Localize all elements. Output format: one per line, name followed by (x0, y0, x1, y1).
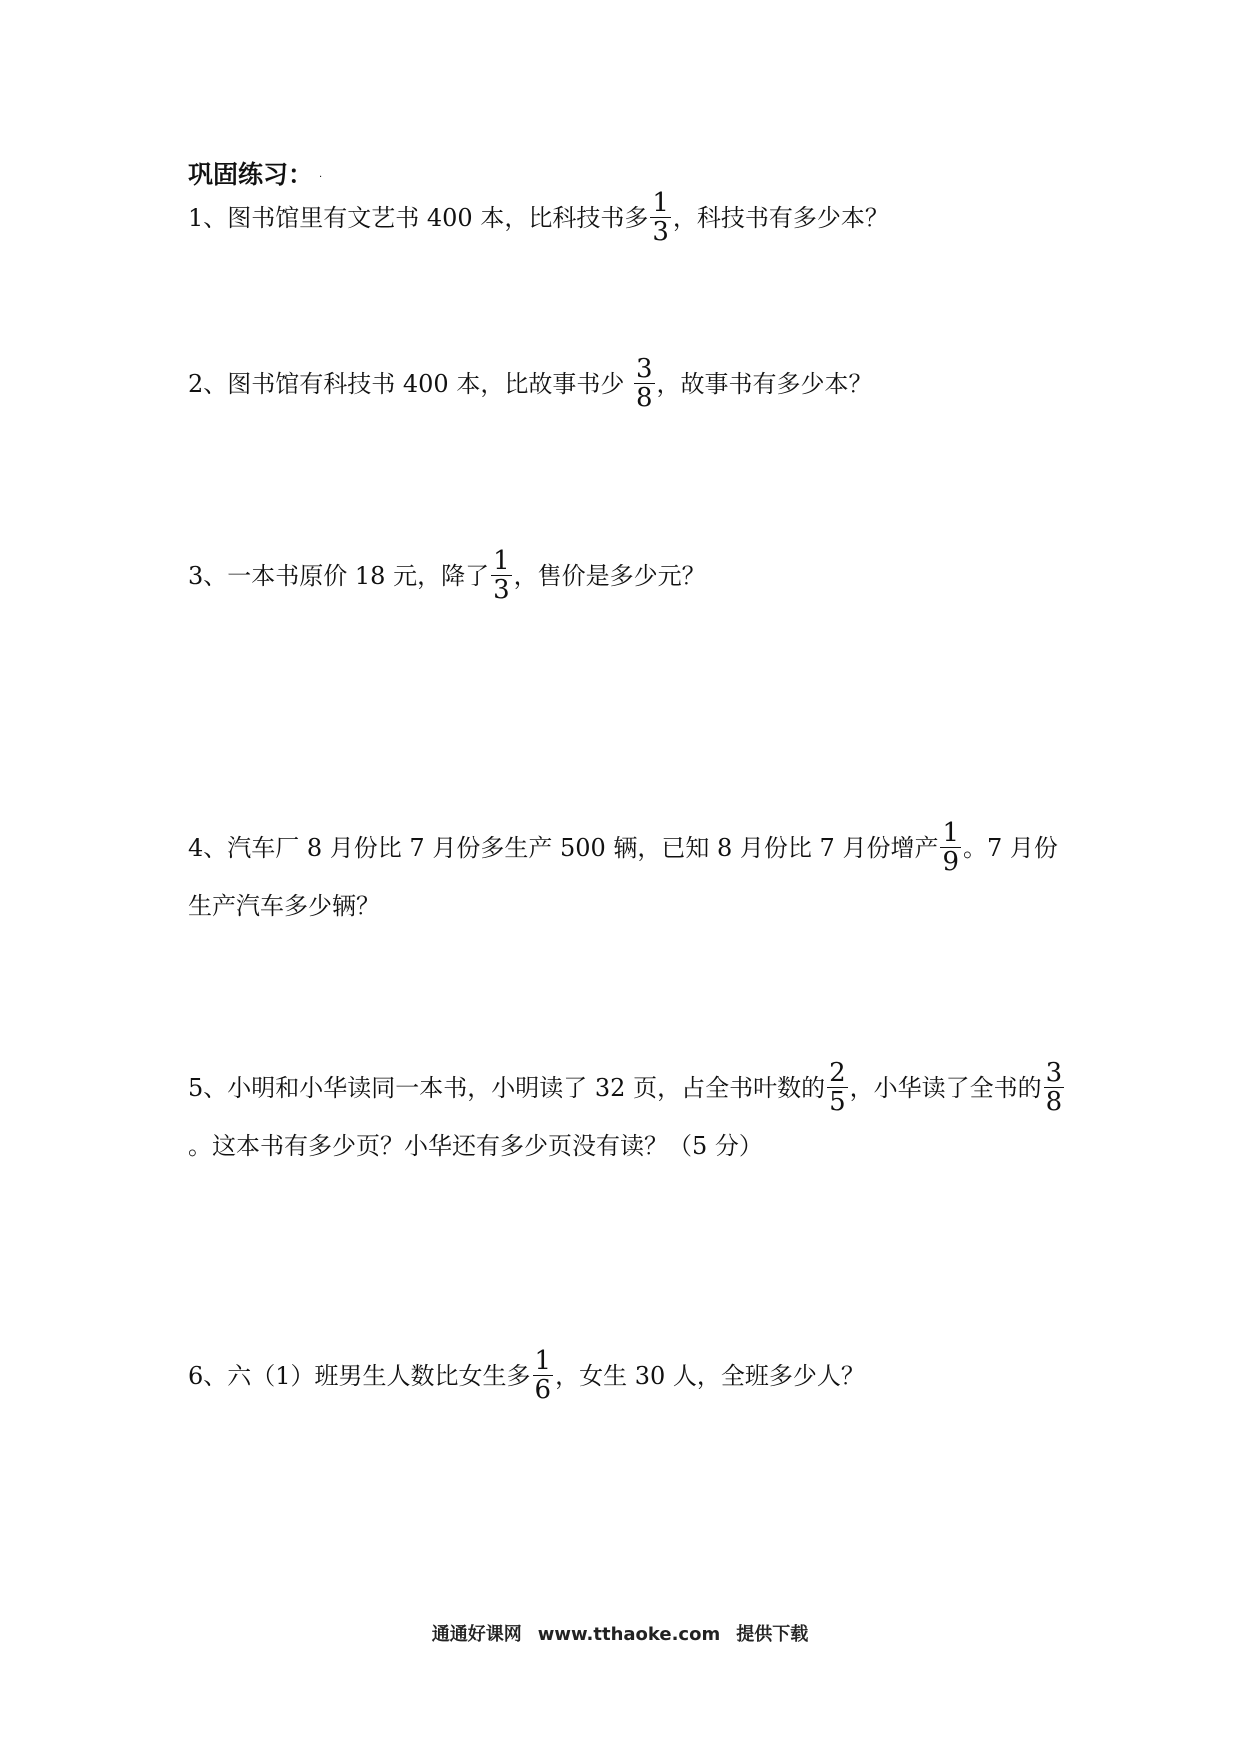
fraction (650, 189, 671, 246)
heading-text: 巩固练习： (188, 160, 314, 189)
fraction-numerator: 3 (635, 354, 653, 384)
fraction-numerator: 1 (534, 1346, 552, 1376)
problem-4 (188, 820, 1068, 934)
fraction-numerator: 1 (493, 546, 510, 576)
fraction (940, 819, 961, 876)
problem-2 (188, 356, 1068, 414)
problem-3 (188, 548, 1068, 606)
problem-text: ，科技书有多少本？ (672, 204, 889, 232)
fraction (827, 1059, 848, 1116)
fraction-denominator: 8 (635, 383, 653, 413)
section-heading (188, 160, 322, 190)
problem-text: ，小华读了全书的 (849, 1074, 1042, 1102)
fraction-denominator: 3 (652, 217, 669, 247)
problem-text: ，故事书有多少本？ (656, 370, 873, 398)
fraction (1044, 1059, 1065, 1116)
fraction-denominator: 3 (493, 575, 510, 605)
problem-6 (188, 1348, 1068, 1406)
fraction (533, 1347, 554, 1404)
fraction-numerator: 2 (829, 1058, 846, 1088)
fraction-numerator: 3 (1045, 1058, 1063, 1088)
fraction (634, 355, 655, 412)
fraction-denominator: 6 (534, 1375, 552, 1405)
problem-5 (188, 1060, 1068, 1174)
problem-text: 5、小明和小华读同一本书，小明读了 32 页，占全书叶数的 (188, 1074, 826, 1102)
problem-text: 1、图书馆里有文艺书 400 本，比科技书多 (188, 204, 649, 232)
problem-text: 3、一本书原价 18 元，降了 (188, 562, 490, 590)
fraction-numerator: 1 (652, 188, 669, 218)
problem-1 (188, 190, 1068, 248)
fraction-denominator: 9 (942, 847, 959, 877)
problem-text: ，女生 30 人，全班多少人？ (555, 1362, 865, 1390)
fraction-numerator: 1 (942, 818, 959, 848)
footer-site-name: 通通好课网 (431, 1624, 522, 1645)
problem-text: 6、六（1）班男生人数比女生多 (188, 1362, 531, 1390)
footer-url: www.tthaoke.com (537, 1624, 721, 1645)
fraction-denominator: 5 (829, 1087, 846, 1117)
problem-text: 。这本书有多少页？小华还有多少页没有读？（5 分） (188, 1132, 763, 1160)
footer-tagline: 提供下载 (736, 1624, 809, 1645)
problem-text: 4、汽车厂 8 月份比 7 月份多生产 500 辆，已知 8 月份比 7 月份增产 (188, 834, 939, 862)
heading-mark: . (319, 169, 323, 180)
page-footer (0, 1620, 1240, 1646)
problem-text: 2、图书馆有科技书 400 本，比故事书少 (188, 370, 632, 398)
fraction (491, 547, 512, 604)
problem-text: 。7 月份生产汽车多少辆？ (188, 834, 1058, 920)
fraction-denominator: 8 (1045, 1087, 1063, 1117)
problem-text: ，售价是多少元？ (513, 562, 706, 590)
